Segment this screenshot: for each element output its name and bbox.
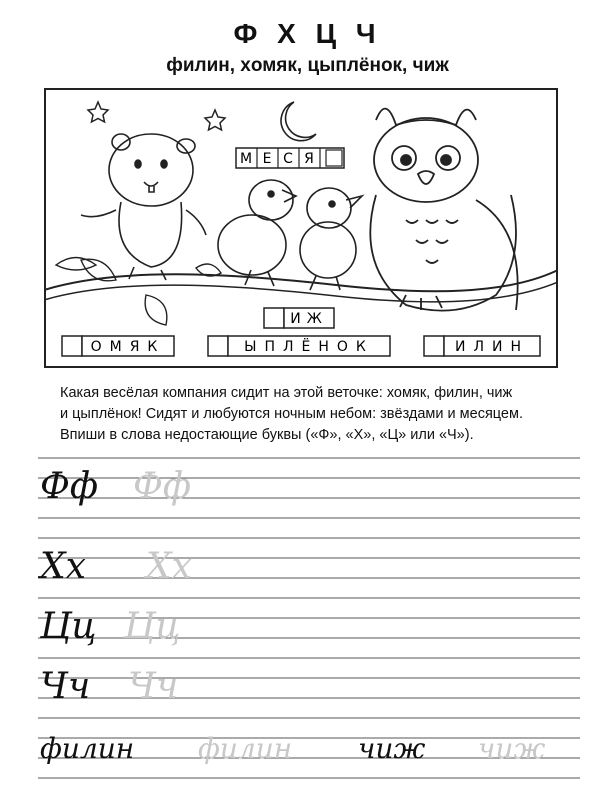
instruction-text: [60, 383, 580, 446]
word-box-chizh: [264, 308, 334, 328]
moon-letter-1: М: [239, 151, 253, 167]
illustration: [46, 90, 556, 366]
siskin-drawing: [300, 188, 362, 290]
subtitle-rest-3: ыплёнок,: [319, 55, 413, 76]
page-title: Ф Х Ц Ч: [233, 18, 382, 49]
illustration-frame: [44, 88, 558, 368]
missing-letter-box[interactable]: [208, 336, 228, 356]
trace-word-chizh: чиж: [478, 732, 546, 765]
subtitle-rest-1: илин,: [182, 55, 241, 76]
subtitle-lead-4: ч: [412, 55, 424, 76]
instruction-line-2: и цыплёнок! Сидят и любуются ночным небом: звёздами и месяцем.: [60, 406, 523, 422]
moon-letter-4: Я: [304, 151, 314, 167]
subtitle-rest-4: иж: [423, 55, 449, 76]
missing-letter-box[interactable]: [424, 336, 444, 356]
missing-letter-box[interactable]: [264, 308, 284, 328]
trace-letters-f: Фф: [133, 466, 192, 507]
sample-letters-f: Фф: [40, 466, 99, 507]
subtitle-rest-2: омяк,: [250, 55, 308, 76]
moon-icon: [281, 102, 316, 141]
subtitle-lead-2: х: [240, 55, 251, 76]
word-box-filin: [424, 336, 540, 356]
star-icon: [88, 102, 108, 122]
instruction-line-3: Впиши в слова недостающие буквы («Ф», «Х», «Ц» или «Ч»).: [60, 427, 474, 443]
chick-drawing: [218, 180, 296, 286]
page-subtitle: [0, 55, 615, 77]
chizh-letters: ИЖ: [290, 311, 328, 327]
moon-letter-3: С: [283, 151, 293, 167]
sample-letters-kh: Хх: [40, 546, 86, 587]
star-icon: [205, 110, 225, 130]
trace-word-filin: филин: [198, 732, 293, 765]
missing-letter-box[interactable]: [326, 150, 342, 166]
trace-letters-ch: Чч: [128, 666, 179, 707]
trace-letters-ts: Цц: [124, 606, 181, 647]
practice-lines: [38, 450, 580, 795]
khomyak-letters: ОМЯК: [90, 339, 166, 355]
sample-word-filin: филин: [40, 732, 135, 765]
subtitle-lead-1: ф: [166, 55, 183, 76]
hamster-drawing: [81, 134, 206, 280]
handwriting-practice: [38, 450, 580, 795]
instruction-line-1: Какая весёлая компания сидит на этой веточке: хомяк, филин, чиж: [60, 385, 513, 401]
word-box-tsyplyonok: [208, 336, 390, 356]
owl-drawing: [370, 109, 517, 311]
ruled-lines: [38, 458, 580, 778]
sample-letters-ch: Чч: [40, 666, 91, 707]
trace-letters-kh: Хх: [146, 546, 192, 587]
sample-letters-ts: Цц: [40, 606, 97, 647]
word-box-khomyak: [62, 336, 174, 356]
branch: [46, 270, 556, 291]
sample-word-chizh: чиж: [358, 732, 426, 765]
filin-letters: ИЛИН: [455, 339, 529, 355]
missing-letter-box[interactable]: [62, 336, 82, 356]
moon-letter-2: Е: [262, 151, 272, 167]
word-box-mesyats: [236, 148, 344, 168]
tsyplyonok-letters: ЫПЛЁНОК: [244, 339, 374, 355]
subtitle-lead-3: ц: [307, 55, 320, 76]
